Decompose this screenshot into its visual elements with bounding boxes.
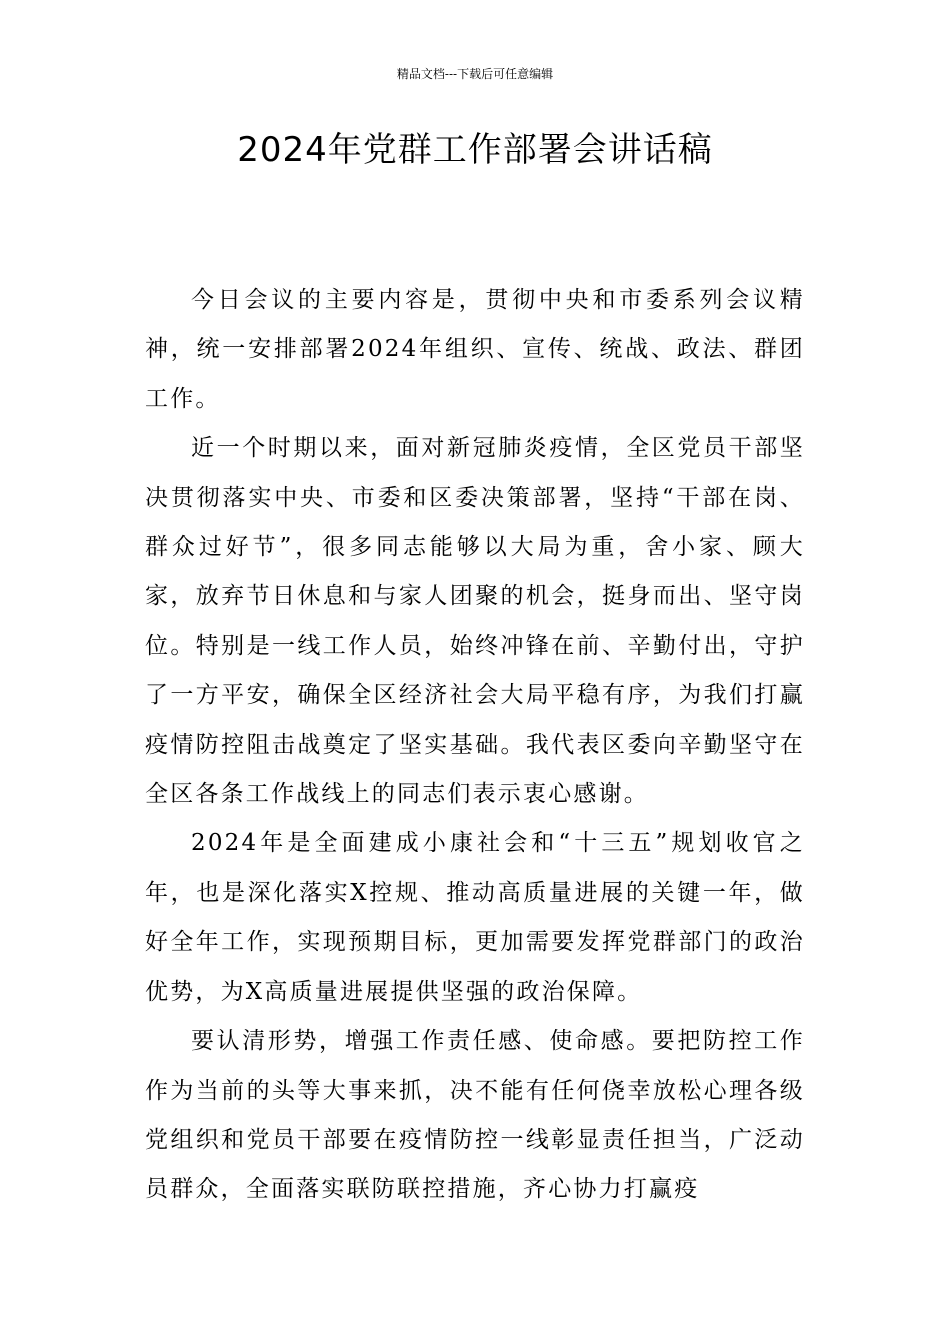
paragraph-meeting-content: 今日会议的主要内容是，贯彻中央和市委系列会议精神，统一安排部署2024年组织、宣传、统战、政法、群团工作。	[145, 287, 805, 412]
document-title: 2024年党群工作部署会讲话稿	[237, 130, 713, 170]
document-body	[145, 276, 805, 1215]
paragraph-epidemic-response: 近一个时期以来，面对新冠肺炎疫情，全区党员干部坚决贯彻落实中央、市委和区委决策部署，坚持“干部在岗、群众过好节”，很多同志能够以大局为重，舍小家、顾大家，放弃节日休息和与家人团聚的机会，挺身而出、坚守岗位。特别是一线工作人员，始终冲锋在前、辛勤付出，守护了一方平安，确保全区经济社会大局平稳有序，为我们打赢疫情防控阻击战奠定了坚实基础。我代表区委向辛勤坚守在全区各条工作战线上的同志们表示衷心感谢。	[145, 435, 805, 808]
page-header: 精品文档---下载后可任意编辑	[396, 67, 554, 81]
paragraph-recognize-situation: 要认清形势，增强工作责任感、使命感。要把防控工作作为当前的头等大事来抓，决不能有任何侥幸放松心理各级党组织和党员干部要在疫情防控一线彰显责任担当，广泛动员群众，全面落实联防联控措施，齐心协力打赢疫	[145, 1028, 805, 1203]
paragraph-year-significance: 2024年是全面建成小康社会和“十三五”规划收官之年，也是深化落实X控规、推动高质量进展的关键一年，做好全年工作，实现预期目标，更加需要发挥党群部门的政治优势，为X高质量进展提供坚强的政治保障。	[145, 830, 805, 1005]
